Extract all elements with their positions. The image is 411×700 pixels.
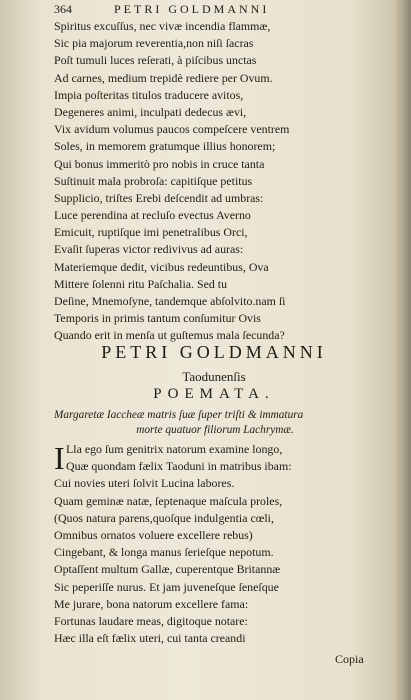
- poem-line: Cui novies uteri ſolvit Lucina labores.: [54, 476, 235, 491]
- verse-line: Deſine, Mnemoſyne, tandemque abſolvito.nam ſi: [54, 294, 286, 308]
- dedication: [54, 408, 376, 438]
- poem-line: Quæ quondam fælix Taoduni in matribus ibam:: [66, 459, 292, 474]
- section-subtitle: Taodunenſis: [182, 369, 246, 384]
- poem-line: Quam geminæ natæ, ſeptenaque maſcula proles,: [54, 493, 283, 508]
- dedication-line: morte quatuor filiorum Lachrymæ.: [136, 424, 294, 436]
- page-header: [54, 2, 374, 18]
- page-number: 364: [54, 2, 72, 16]
- verse-line: Sic pia majorum reverentia,non niſi ſacras: [54, 36, 254, 51]
- drop-initial: I: [54, 440, 65, 476]
- verse-line: Evaſit ſuperas victor redivivus ad auras:: [54, 242, 244, 257]
- section-heading: POEMATA.: [153, 386, 275, 402]
- section-title: PETRI GOLDMANNI: [101, 342, 327, 362]
- poem-line: Omnibus ornatos voluere excellere rebus): [54, 527, 253, 542]
- verse-line: Supplicio, triſtes Erebi deſcendit ad umbras:: [54, 190, 264, 205]
- verse-line: Mittere ſolenni ritu Paſchalia. Sed tu: [54, 276, 228, 291]
- verse-line: Vix avidum volumus paucos compeſcere ventrem: [54, 122, 290, 137]
- verse-line: Suſtinuit mala probroſa: capitiſque petitus: [54, 173, 253, 188]
- verse-line: Temporis in primis tantum conſumitur Ovis: [54, 311, 261, 326]
- poem-line: Me jurare, bona natorum excellere fama:: [54, 596, 249, 611]
- poem-line: (Quos natura parens,quoſque indulgentia cœli,: [54, 510, 274, 525]
- verse-line: Degeneres animi, inculpati dedecus ævi,: [54, 104, 247, 119]
- verse-line: Qui bonus immeritò pro nobis in cruce tanta: [54, 156, 265, 171]
- poem-line: Fortunas laudare meas, digitoque notare:: [54, 613, 248, 628]
- poem-line: Optaſſent multum Gallæ, cuperentque Britannæ: [54, 562, 281, 577]
- poem-line: Sic peperiſſe nurus. Et jam juveneſque ſeneſque: [54, 579, 279, 594]
- verse-line: Materiemque dedit, vicibus redeuntibus, Ova: [54, 259, 269, 274]
- verse-line: Soles, in memorem gratumque illius honorem;: [54, 139, 276, 154]
- verse-line: Spiritus excuſſus, nec vivæ incendia flammæ,: [54, 19, 271, 33]
- verse-line: Luce perendina at recluſo evectus Averno: [54, 208, 251, 223]
- verse-line: Emicuit, ruptiſque imi penetralibus Orci,: [54, 225, 248, 240]
- verse-line: Ad carnes, medium trepidè rediere per Ovum.: [54, 70, 273, 85]
- poem-block: [54, 441, 376, 647]
- verse-line: Quando erit in menſa ut guſtemus mala ſecunda?: [54, 328, 285, 343]
- dedication-line: Margaretæ Iaccheæ matris ſuæ ſuper triſti & immatura: [54, 409, 304, 421]
- catchword: Copia: [335, 652, 364, 666]
- poem-line: Lla ego ſum genitrix natorum examine longo,: [66, 442, 283, 456]
- verse-block: [54, 18, 376, 345]
- verse-line: Poſt tumuli luces reſerati, à piſcibus unctas: [54, 53, 257, 68]
- poem-line: Cingebant, & longa manus ſerieſque nepotum.: [54, 545, 274, 560]
- poem-line: Hæc illa eſt fælix uteri, cui tanta creandi: [54, 631, 246, 646]
- running-head: PETRI GOLDMANNI: [114, 2, 270, 16]
- verse-line: Impia poſteritas titulos traducere avitos,: [54, 87, 244, 102]
